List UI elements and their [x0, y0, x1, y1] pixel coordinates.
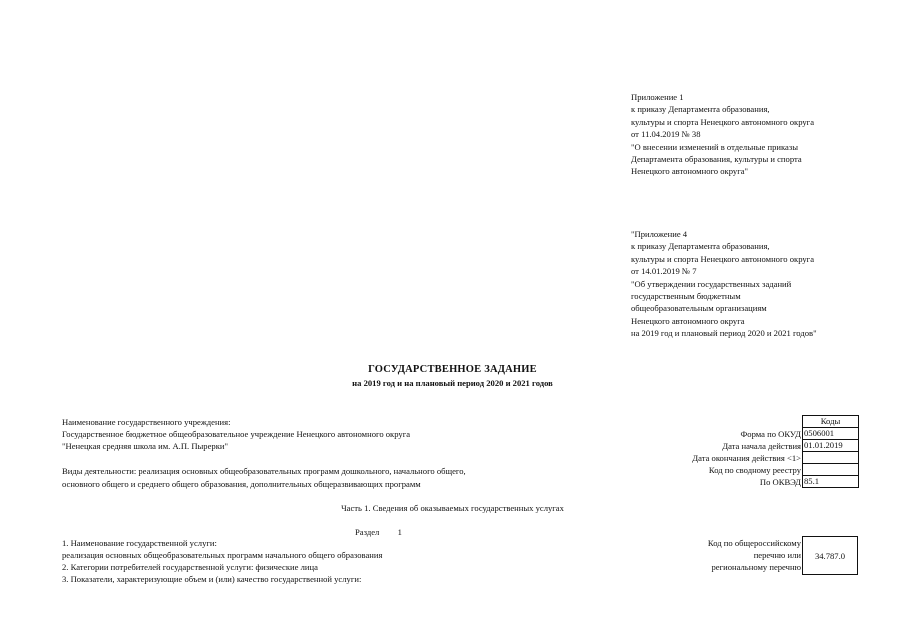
appendix-4-line: "Об утверждении государственных заданий: [631, 278, 792, 289]
activity-line-2: основного общего и среднего общего образования, дополнительных общеразвивающих программ: [62, 479, 421, 489]
document-title-main: ГОСУДАРСТВЕННОЕ ЗАДАНИЕ: [368, 364, 537, 375]
appendix-4-line: государственным бюджетным: [631, 291, 741, 302]
codes-label-registry: Код по сводному реестру: [708, 465, 801, 475]
codes-value-registry: [803, 464, 859, 476]
appendix-4-block: [631, 228, 817, 340]
codes-label-okved: По ОКВЭД: [759, 477, 801, 487]
service-name-value: реализация основных общеобразовательных программ начального общего образования: [62, 550, 383, 560]
section-label: Раздел: [355, 527, 380, 537]
appendix-1-line: культуры и спорта Ненецкого автономного округа: [631, 116, 815, 127]
institution-label: Наименование государственного учреждения:: [62, 417, 231, 427]
appendix-1-line: Департамента образования, культуры и спорта: [631, 154, 802, 165]
registry-label-3: региональному перечню: [711, 562, 801, 572]
codes-value-okud: 0506001: [803, 428, 859, 440]
appendix-4-line: "Приложение 4: [631, 229, 688, 239]
appendix-4-line: общеобразовательным организациям: [631, 303, 767, 314]
appendix-4-line: от 14.01.2019 № 7: [631, 266, 697, 277]
consumer-categories: 2. Категории потребителей государственной услуги: физические лица: [62, 562, 318, 572]
codes-table: [802, 415, 859, 488]
registry-label: Код по общероссийскому: [707, 538, 801, 548]
registry-code-box: [802, 536, 858, 575]
appendix-1-line: Приложение 1: [631, 92, 684, 102]
appendix-4-line: на 2019 год и плановый период 2020 и 2021 годов": [631, 328, 817, 339]
codes-label-start-date: Дата начала действия: [722, 441, 801, 451]
institution-name: Государственное бюджетное общеобразовательное учреждение Ненецкого автономного округа: [62, 429, 411, 439]
codes-header: Коды: [803, 416, 859, 428]
codes-value-end-date: [803, 452, 859, 464]
appendix-1-block: [631, 91, 814, 178]
registry-code: 34.787.0: [814, 550, 846, 561]
appendix-1-line: "О внесении изменений в отдельные приказы: [631, 141, 798, 152]
section-number: 1: [397, 527, 402, 537]
codes-value-start-date: 01.01.2019: [803, 440, 859, 452]
indicators-heading: 3. Показатели, характеризующие объем и (или) качество государственной услуги:: [62, 574, 362, 584]
section-heading: [355, 527, 402, 537]
appendix-1-line: к приказу Департамента образования,: [631, 104, 770, 115]
appendix-4-line: Ненецкого автономного округа: [631, 315, 745, 326]
codes-value-okved: 85.1: [803, 476, 859, 488]
document-title-sub: на 2019 год и на плановый период 2020 и 2021 годов: [352, 378, 553, 388]
appendix-4-line: к приказу Департамента образования,: [631, 241, 770, 252]
part-heading: Часть 1. Сведения об оказываемых государственных услугах: [341, 503, 564, 513]
registry-label-2: перечню или: [753, 550, 801, 560]
appendix-1-line: от 11.04.2019 № 38: [631, 129, 701, 140]
codes-label-end-date: Дата окончания действия <1>: [692, 453, 801, 463]
codes-label-okud: Форма по ОКУД: [740, 429, 801, 439]
service-name-label: 1. Наименование государственной услуги:: [62, 538, 217, 548]
appendix-4-line: культуры и спорта Ненецкого автономного округа: [631, 253, 815, 264]
institution-name-2: "Ненецкая средняя школа им. А.П. Пырерки": [62, 441, 228, 451]
activity-line: Виды деятельности: реализация основных общеобразовательных программ дошкольного, начального общего,: [62, 466, 466, 476]
appendix-1-line: Ненецкого автономного округа": [631, 166, 749, 177]
